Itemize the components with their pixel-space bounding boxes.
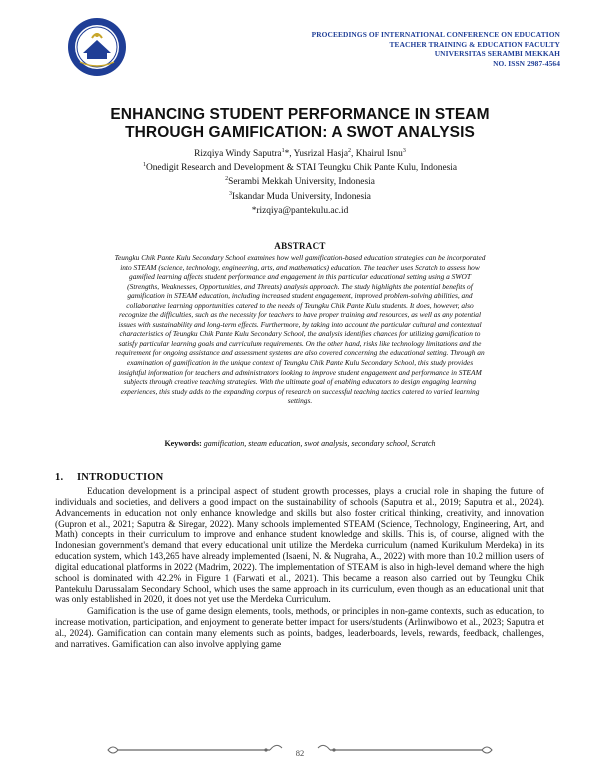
university-logo — [66, 16, 128, 78]
abstract-line: characteristics of Teungku Chik Pante Kulu Secondary School, the analysis identifies chances for utilizing gamification to — [119, 329, 481, 339]
proceedings-header — [312, 30, 560, 68]
paper-title: ENHANCING STUDENT PERFORMANCE IN STEAM THROUGH GAMIFICATION: A SWOT ANALYSIS — [110, 106, 490, 141]
abstract-line: issues with sustainability and long-term effects. Furthermore, by taking into account the particular cultural and contextual — [118, 319, 482, 329]
section-body — [55, 487, 544, 651]
abstract-line: recognize the difficulties, such as the necessity for teachers to have proper training and resources, as well as any potential — [118, 310, 481, 320]
abstract-line: examination of gamification in the unique context of Teungku Chik Pante Kulu Secondary School, this study provides — [126, 358, 474, 368]
abstract-line: satisfy particular learning goals and curriculum requirements. On the other hand, risks like technology limitations and the — [118, 338, 482, 348]
abstract-heading: ABSTRACT — [274, 241, 326, 251]
header-line: UNIVERSITAS SERAMBI MEKKAH — [434, 49, 560, 59]
page-number: 82 — [295, 748, 305, 758]
author-block — [40, 147, 560, 218]
abstract-line: into STEAM (science, technology, engineering, arts, and mathematics) education. The teacher uses Scratch to assess how — [120, 262, 480, 272]
author-name: Rizqiya Windy Saputra — [194, 149, 282, 159]
affiliation: $^2$Serambi Mekkah University, Indonesia — [225, 176, 375, 188]
keywords-list: gamification, steam education, swot analysis, secondary school, Scratch — [203, 439, 436, 448]
keywords-label: Keywords: — [164, 439, 202, 448]
affiliation: $^3$Iskandar Muda University, Indonesia — [229, 190, 371, 202]
section-title: INTRODUCTION — [77, 472, 164, 483]
author-name: Yusrizal Hasja — [293, 149, 349, 159]
affiliation: $^1$Onedigit Research and Development & STAI Teungku Chik Pante Kulu, Indonesia — [142, 162, 458, 174]
abstract-line: settings. — [287, 396, 313, 406]
email-link[interactable]: *rizqiya@pantekulu.ac.id — [251, 205, 349, 216]
author-line: Rizqiya Windy Saputra$^1$*, Yusrizal Hasja$^2$, Khairul Isnu$^3$ — [194, 148, 406, 159]
abstract-line: requirement for ongoing assistance and assessment systems are also covered concerning the educational setting. Through an — [115, 348, 485, 358]
header-line: PROCEEDINGS OF INTERNATIONAL CONFERENCE ON EDUCATION — [311, 30, 560, 39]
abstract-line: gamification in STEAM education, including increased student engagement, improved problem-solving abilities, and — [127, 291, 473, 301]
abstract-line: Teungku Chik Pante Kulu Secondary School examines how well gamification-based education strategies can be incorporated — [114, 253, 486, 262]
abstract-line: collaborative learning opportunities catered to the needs of Teungku Chik Pante Kulu students. It does, however, also — [126, 300, 474, 310]
keywords — [58, 439, 542, 448]
abstract-line: (Strengths, Weaknesses, Opportunities, and Threats) analysis approach. The study highlights the potential benefits of — [127, 281, 473, 291]
author-name: Khairul Isnu — [355, 149, 403, 159]
section-heading — [55, 472, 163, 483]
section-number: 1. — [55, 472, 64, 483]
paragraph: Education development is a principal aspect of student growth processes, plays a crucial role in shaping the future of individuals and societies, and delivers a good impact on the sustainability of schools (Saputra et al., 2019; Saputra et al., 2024). Advancements in education not only enhance knowledge and skills but also foster critical thinking, creativity, and innovation (Gupron et al., 2021; Saputra & Siregar, 2022). Many schools implemented STEAM (Science, Technology, Engineering, Art, and Math) concepts in their curriculum to improve and enhance student knowledge and skills. This is, of course, aligned with the Indonesian government's demand that every educational unit utilize the Merdeka curriculum (named Kurikulum Merdeka) in its education system, which 143,265 have already implemented (Isaeni, N. & Nugraha, A., 2022) with more than 10.2 million users of digital educational platforms in 2022 (Madrim, 2022). The implementation of STEAM is also in high-level demand where the high school is dominated with 42.2% in Figure 1 (Farwati et al., 2021). This became a reason also carried out by Teungku Chik Pantekulu Darussalam Secondary School, which uses the same approach in its curriculum, even though as an educational unit that was only established in 2020, it does not yet use the Merdeka Curriculum. — [55, 487, 544, 606]
abstract-text — [58, 253, 542, 406]
abstract-line: insightful information for teachers and administrators looking to improve student engagement and performance in STEAM — [118, 367, 482, 377]
header-line: TEACHER TRAINING & EDUCATION FACULTY — [389, 39, 560, 49]
abstract-line: experiences, this study adds to the expanding corpus of research on successful teaching tactics catered to varied learning — [120, 386, 480, 396]
paragraph: Gamification is the use of game design elements, tools, methods, or principles in non-game contexts, such as education, to increase motivation, participation, and enjoyment to generate better impact for users/students (Arlinwibowo et al., 2023; Saputra et al., 2024). Gamification can contain many elements such as points, badges, leaderboards, levels, rewards, feedback, challenges, and narratives. Gamification can also involve applying game — [55, 607, 544, 650]
abstract-line: gamified learning affects student performance and engagement in this particular educational setting using a SWOT — [129, 272, 471, 282]
header-line: NO. ISSN 2987-4564 — [493, 58, 560, 68]
abstract-line: subjects through creative teaching strategies. With the ultimate goal of enabling educators to design engaging learning — [123, 377, 477, 387]
